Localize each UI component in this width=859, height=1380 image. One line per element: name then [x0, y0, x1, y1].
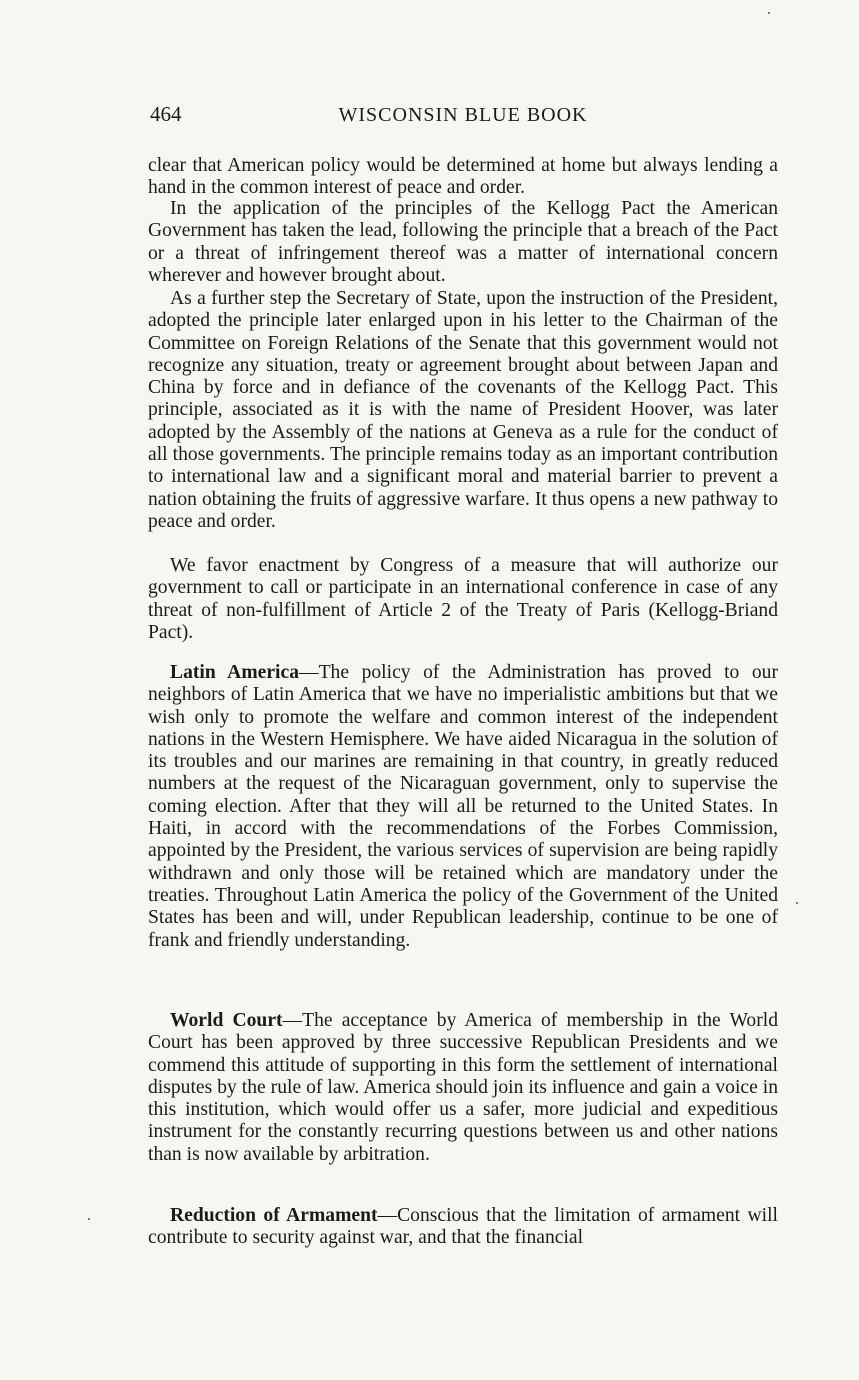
paragraph-text: We favor enactment by Congress of a measure that will authorize our government to call or participate in an international conference in case of any threat of non-fulfillment of Article 2 of the Treaty of Paris (Kellogg-Briand Pact). — [148, 555, 778, 643]
paragraph-kellogg-pact — [148, 198, 778, 287]
section-heading: Latin America — [170, 662, 299, 683]
section-heading: World Court — [170, 1010, 283, 1031]
page-number: 464 — [150, 102, 182, 126]
section-heading: Reduction of Armament — [170, 1205, 378, 1226]
document-page — [148, 96, 778, 1249]
paper-speck — [796, 902, 798, 904]
paragraph-secretary-of-state — [148, 288, 778, 533]
paragraph-text: —The policy of the Administration has proved to our neighbors of Latin America that we have no imperialistic ambitions but that we wish only to promote the welfare and common interest of the independent nations in the Western Hemisphere. We have aided Nicaragua in the solution of its troubles and our marines are remaining in that country, in greatly reduced numbers at the request of the Nicaraguan government, only to supervise the coming election. After that they will all be returned to the United States. In Haiti, in accord with the recommendations of the Forbes Commission, appointed by the President, the various services of supervision are being rapidly withdrawn and only those will be retained which are mandatory under the treaties. Throughout Latin America the policy of the Government of the United States has been and will, under Republican leadership, continue to be one of frank and friendly understanding. — [148, 662, 778, 951]
page-header — [148, 96, 778, 130]
paper-speck — [88, 1218, 90, 1220]
paper-speck — [768, 12, 770, 14]
section-reduction-of-armament — [148, 1205, 778, 1250]
paragraph-text: —The acceptance by America of membership in the World Court has been approved by three successive Republican Presidents and we commend this attitude of supporting in this form the settlement of international disputes by the rule of law. America should join its influence and gain a voice in this institution, which would offer us a safer, more judicial and expeditious instrument for the constantly recurring questions between us and other nations than is now available by arbitration. — [148, 1010, 778, 1165]
paragraph-text: clear that American policy would be determined at home but always lending a hand in the common interest of peace and order. — [148, 155, 778, 199]
section-latin-america — [148, 662, 778, 952]
paragraph-text: As a further step the Secretary of State, upon the instruction of the President, adopted the principle later enlarged upon in his letter to the Chairman of the Committee on Foreign Relations of the Senate that this government would not recognize any situation, treaty or agreement brought about between Japan and China by force and in defiance of the covenants of the Kellogg Pact. This principle, associated as it is with the name of President Hoover, was later adopted by the Assembly of the nations at Geneva as a rule for the conduct of all those governments. The principle remains today as an important contribution to international law and a significant moral and material barrier to prevent a nation obtaining the fruits of aggressive warfare. It thus opens a new pathway to peace and order. — [148, 288, 778, 532]
paragraph-text: In the application of the principles of the Kellogg Pact the American Government has taken the lead, following the principle that a breach of the Pact or a threat of infringement thereof was a matter of international concern wherever and however brought about. — [148, 198, 778, 286]
running-title: WISCONSIN BLUE BOOK — [338, 104, 588, 126]
paragraph-text: —Conscious that the limitation of armament will contribute to security against war, and that the financial — [148, 1205, 778, 1249]
paragraph-congress-measure — [148, 555, 778, 644]
paragraph-continued — [148, 155, 778, 200]
section-world-court — [148, 1010, 778, 1166]
